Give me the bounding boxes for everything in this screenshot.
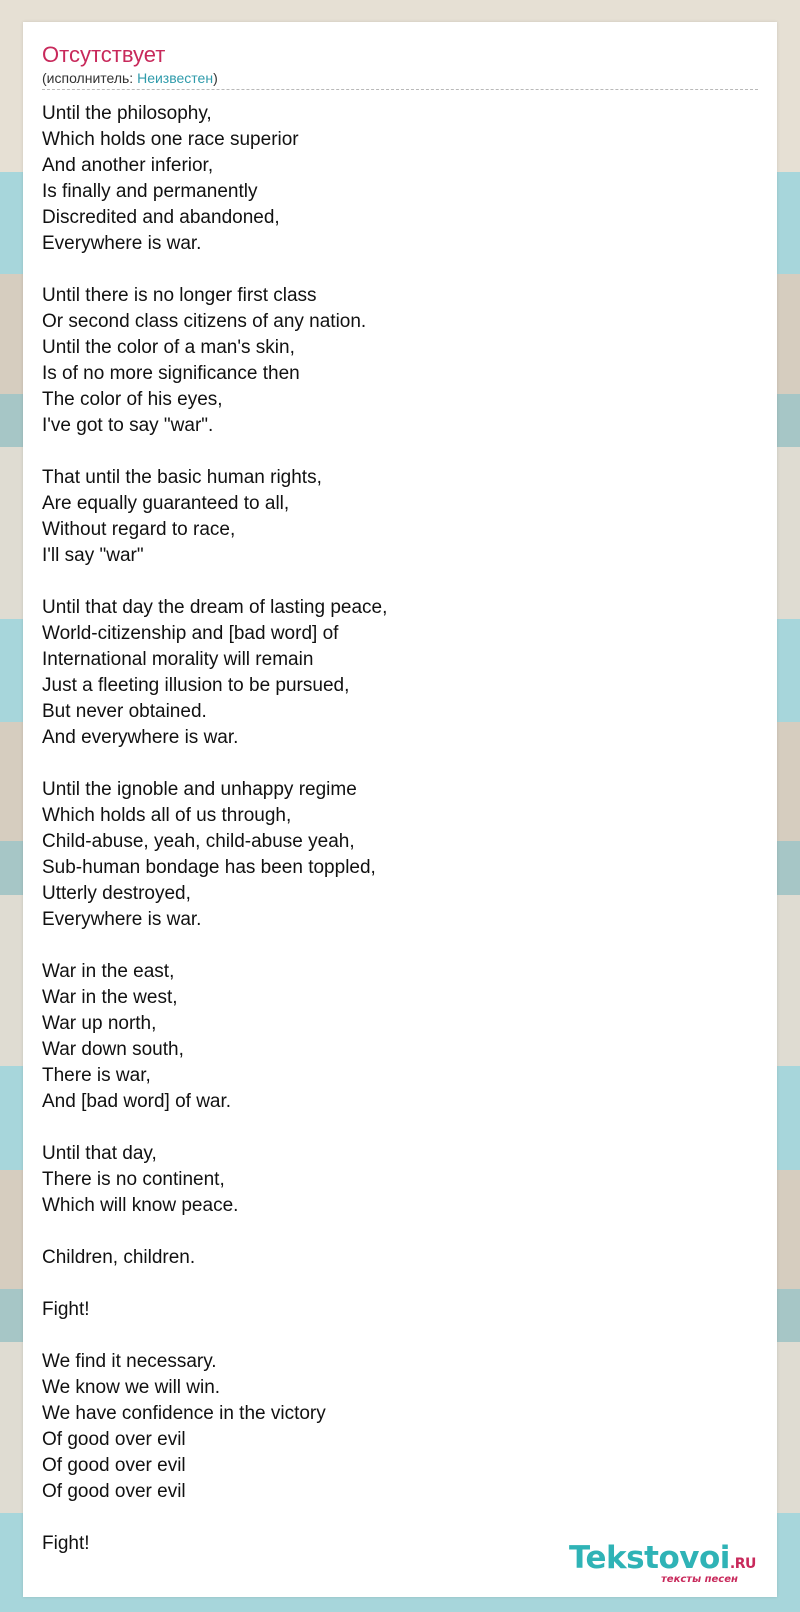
lyric-line: I've got to say "war". — [42, 415, 214, 436]
lyric-blank-line — [42, 1219, 758, 1245]
lyric-line: The color of his eyes, — [42, 389, 223, 410]
logo-tagline: тексты песен — [661, 1574, 738, 1585]
song-title: Отсутствует — [42, 42, 166, 67]
lyric-line: Until the color of a man's skin, — [42, 337, 295, 358]
lyric-line: But never obtained. — [42, 701, 207, 722]
lyric-line: Of good over evil — [42, 1429, 186, 1450]
lyric-line: Discredited and abandoned, — [42, 207, 280, 228]
lyric-line: There is no continent, — [42, 1169, 225, 1190]
lyric-line: That until the basic human rights, — [42, 467, 322, 488]
lyric-blank-line — [42, 933, 758, 959]
lyric-line: Which holds all of us through, — [42, 805, 292, 826]
lyric-line: We find it necessary. — [42, 1351, 217, 1372]
logo-main-text: Tekstovoi — [569, 1540, 730, 1576]
lyric-line: And [bad word] of war. — [42, 1091, 232, 1112]
lyrics-card — [23, 22, 777, 1597]
lyric-line: Until that day, — [42, 1143, 157, 1164]
lyric-line: Of good over evil — [42, 1455, 186, 1476]
lyric-line: I'll say "war" — [42, 545, 144, 566]
lyric-blank-line — [42, 569, 758, 595]
lyric-line: Just a fleeting illusion to be pursued, — [42, 675, 350, 696]
artist-line — [42, 69, 758, 90]
artist-suffix: ) — [213, 70, 218, 86]
lyric-line: And everywhere is war. — [42, 727, 239, 748]
lyric-line: Children, children. — [42, 1247, 196, 1268]
lyric-line: War in the east, — [42, 961, 175, 982]
lyric-line: There is war, — [42, 1065, 151, 1086]
lyric-line: We have confidence in the victory — [42, 1403, 326, 1424]
lyric-line: And another inferior, — [42, 155, 214, 176]
lyric-line: Fight! — [42, 1299, 90, 1320]
lyric-line: Is finally and permanently — [42, 181, 258, 202]
lyric-line: Which holds one race superior — [42, 129, 299, 150]
lyric-line: Until the philosophy, — [42, 103, 212, 124]
lyric-line: Sub-human bondage has been toppled, — [42, 857, 376, 878]
lyric-line: Is of no more significance then — [42, 363, 300, 384]
lyric-blank-line — [42, 1271, 758, 1297]
lyric-line: Without regard to race, — [42, 519, 236, 540]
logo-domain-suffix: .RU — [729, 1556, 756, 1572]
lyric-line: Are equally guaranteed to all, — [42, 493, 290, 514]
lyrics-text — [42, 101, 758, 1557]
site-logo[interactable] — [569, 1540, 779, 1590]
lyric-line: War in the west, — [42, 987, 178, 1008]
lyric-line: Or second class citizens of any nation. — [42, 311, 367, 332]
lyric-line: Child-abuse, yeah, child-abuse yeah, — [42, 831, 355, 852]
lyric-line: Fight! — [42, 1533, 90, 1554]
lyric-line: World-citizenship and [bad word] of — [42, 623, 339, 644]
lyric-blank-line — [42, 257, 758, 283]
lyric-line: International morality will remain — [42, 649, 314, 670]
lyric-line: We know we will win. — [42, 1377, 221, 1398]
lyric-blank-line — [42, 751, 758, 777]
lyric-line: Everywhere is war. — [42, 909, 202, 930]
artist-link[interactable]: Неизвестен — [137, 70, 214, 86]
lyric-line: Utterly destroyed, — [42, 883, 191, 904]
lyric-line: Of good over evil — [42, 1481, 186, 1502]
lyric-line: War down south, — [42, 1039, 184, 1060]
lyric-line: Until that day the dream of lasting peace, — [42, 597, 388, 618]
lyric-line: Until the ignoble and unhappy regime — [42, 779, 357, 800]
artist-prefix: (исполнитель: — [42, 70, 138, 86]
lyric-blank-line — [42, 1115, 758, 1141]
lyric-line: War up north, — [42, 1013, 157, 1034]
lyric-blank-line — [42, 1505, 758, 1531]
lyric-line: Which will know peace. — [42, 1195, 239, 1216]
lyric-line: Everywhere is war. — [42, 233, 202, 254]
lyric-blank-line — [42, 439, 758, 465]
lyric-blank-line — [42, 1323, 758, 1349]
lyric-line: Until there is no longer first class — [42, 285, 317, 306]
